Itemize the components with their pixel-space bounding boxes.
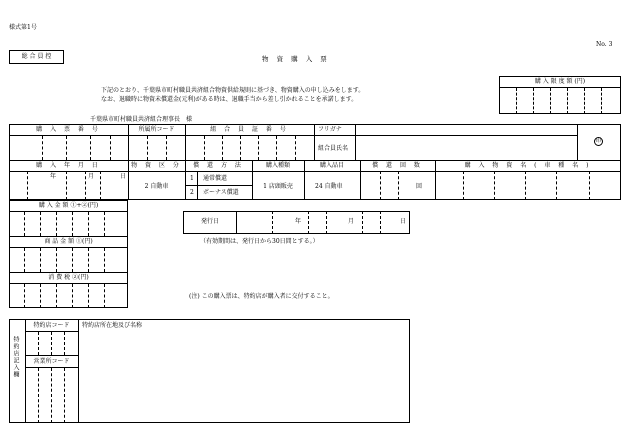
divider [42, 136, 43, 160]
delivery-note: (注) この購入票は、特約店が購入者に交付すること。 [189, 293, 334, 300]
divider [88, 212, 89, 236]
divider [110, 136, 111, 160]
issue-year-unit: 年 [295, 218, 302, 225]
divider [104, 248, 105, 272]
divider [56, 284, 57, 308]
divider [72, 284, 73, 308]
divider [326, 211, 327, 234]
divider [64, 332, 65, 355]
divider [240, 136, 241, 160]
purchase-item-value: 24 自動車 [315, 183, 343, 190]
divider [51, 332, 52, 355]
repay-method-label: 償 還 方 法 [193, 162, 244, 169]
divider [147, 136, 148, 160]
purchase-date-label: 購 入 年 月 日 [36, 162, 101, 169]
intro-line-2: なお、退職時に物資未償還金(元利)がある時は、退職手当から差し引かれることを承諾します。 [101, 96, 358, 103]
divider [222, 136, 223, 160]
issue-month-unit: 月 [348, 218, 355, 225]
intro-line-1: 下記のとおり、千葉県市町村職員共済組合物資供給規則に基づき、物資購入の申し込みをします。 [101, 87, 365, 94]
goods-category-label: 物 資 区 分 [131, 162, 182, 169]
divider [314, 124, 315, 160]
amount-tax-label: 消 費 税 ②(円) [48, 274, 89, 281]
divider [38, 368, 39, 423]
repay-count-unit: 回 [416, 183, 423, 190]
divider [185, 185, 252, 186]
purchase-type-value: 1 店頭販売 [263, 183, 293, 190]
date-year-unit: 年 [50, 173, 57, 180]
addressee: 千葉県市町村職員共済組合理事長 様 [90, 116, 193, 123]
divider [40, 284, 41, 308]
purchase-item-label: 購入品目 [319, 162, 344, 169]
goods-category-value: 2 自動車 [144, 183, 169, 190]
repay-option-1: 通常償還 [203, 175, 228, 182]
date-month-unit: 月 [88, 173, 95, 180]
divider [100, 171, 101, 200]
divider [78, 319, 79, 423]
divider [463, 171, 464, 200]
purchase-limit-header: 購 入 限 度 額 (円) [534, 78, 586, 85]
form-code: 様式第1号 [9, 24, 37, 31]
divider [9, 211, 128, 212]
amount-goods-label: 商 品 金 額 ①(円) [44, 238, 93, 245]
divider [601, 88, 602, 114]
divider [104, 212, 105, 236]
amount-total-label: 購 入 金 額 ①+②(円) [38, 202, 99, 209]
divider [584, 88, 585, 114]
divider [9, 283, 128, 284]
divider [56, 212, 57, 236]
divider [24, 212, 25, 236]
divider [308, 211, 309, 234]
amount-table [9, 200, 128, 308]
category-label: 総 合 員 控 [21, 53, 52, 60]
divider [550, 88, 551, 114]
issue-date-label: 発行日 [201, 218, 220, 225]
divider [64, 368, 65, 423]
divider [9, 247, 128, 248]
repay-option-1-number: 1 [190, 175, 194, 182]
divider [362, 211, 363, 234]
member-name-label: 組合員氏名 [318, 145, 349, 152]
doc-number: No. 3 [596, 41, 613, 48]
divider [88, 284, 89, 308]
store-section [9, 319, 410, 423]
divider [27, 171, 28, 200]
member-no-label: 組 合 員 証 番 号 [210, 126, 289, 133]
goods-name-label: 購 入 物 資 名 ( 車 種 名 ) [464, 162, 592, 169]
divider [314, 135, 577, 136]
divider [51, 368, 52, 423]
divider [72, 212, 73, 236]
divider [66, 171, 67, 200]
date-day-unit: 日 [120, 173, 127, 180]
divider [25, 355, 78, 356]
divider [380, 211, 381, 234]
page-title: 物 資 購 入 票 [262, 55, 330, 63]
divider [9, 135, 314, 136]
divider [276, 136, 277, 160]
divider [56, 248, 57, 272]
store-address-label: 特約店所在地及び名称 [82, 322, 143, 329]
divider [85, 171, 86, 200]
branch-code-label: 営業所コード [33, 358, 70, 365]
divider [525, 171, 526, 200]
divider [90, 136, 91, 160]
repay-option-2: ボーナス償還 [203, 189, 239, 196]
divider [40, 248, 41, 272]
divider [533, 88, 534, 114]
divider [516, 88, 517, 114]
divider [494, 171, 495, 200]
divider [9, 160, 621, 161]
divider [567, 88, 568, 114]
validity-note: （有効期間は、発行日から30日間とする。） [200, 238, 319, 245]
divider [355, 124, 356, 160]
divider [258, 136, 259, 160]
divider [272, 211, 273, 234]
divider [72, 248, 73, 272]
divider [398, 171, 399, 200]
repay-option-2-number: 2 [190, 189, 194, 196]
divider [380, 171, 381, 200]
divider [589, 171, 590, 200]
divider [204, 136, 205, 160]
divider [38, 332, 39, 355]
divider [556, 171, 557, 200]
divider [295, 136, 296, 160]
divider [9, 236, 128, 237]
divider [499, 87, 621, 88]
divider [25, 319, 26, 423]
seal-mark: 印 [595, 138, 602, 144]
office-code-label: 所属所コード [138, 126, 175, 133]
category-box [9, 50, 64, 64]
store-code-label: 特約店コード [33, 322, 70, 329]
divider [88, 248, 89, 272]
divider [66, 136, 67, 160]
divider [9, 272, 128, 273]
store-section-label: 特約店記入欄 [12, 336, 19, 378]
divider [104, 284, 105, 308]
issue-day-unit: 日 [400, 218, 407, 225]
furigana-label: フリガナ [318, 126, 342, 133]
divider [236, 211, 237, 234]
divider [166, 136, 167, 160]
purchase-type-label: 購入種類 [265, 162, 290, 169]
divider [24, 284, 25, 308]
repay-count-label: 償 還 回 数 [372, 162, 423, 169]
divider [40, 212, 41, 236]
divider [577, 124, 578, 160]
divider [24, 248, 25, 272]
purchase-no-label: 購 入 票 番 号 [36, 126, 101, 133]
